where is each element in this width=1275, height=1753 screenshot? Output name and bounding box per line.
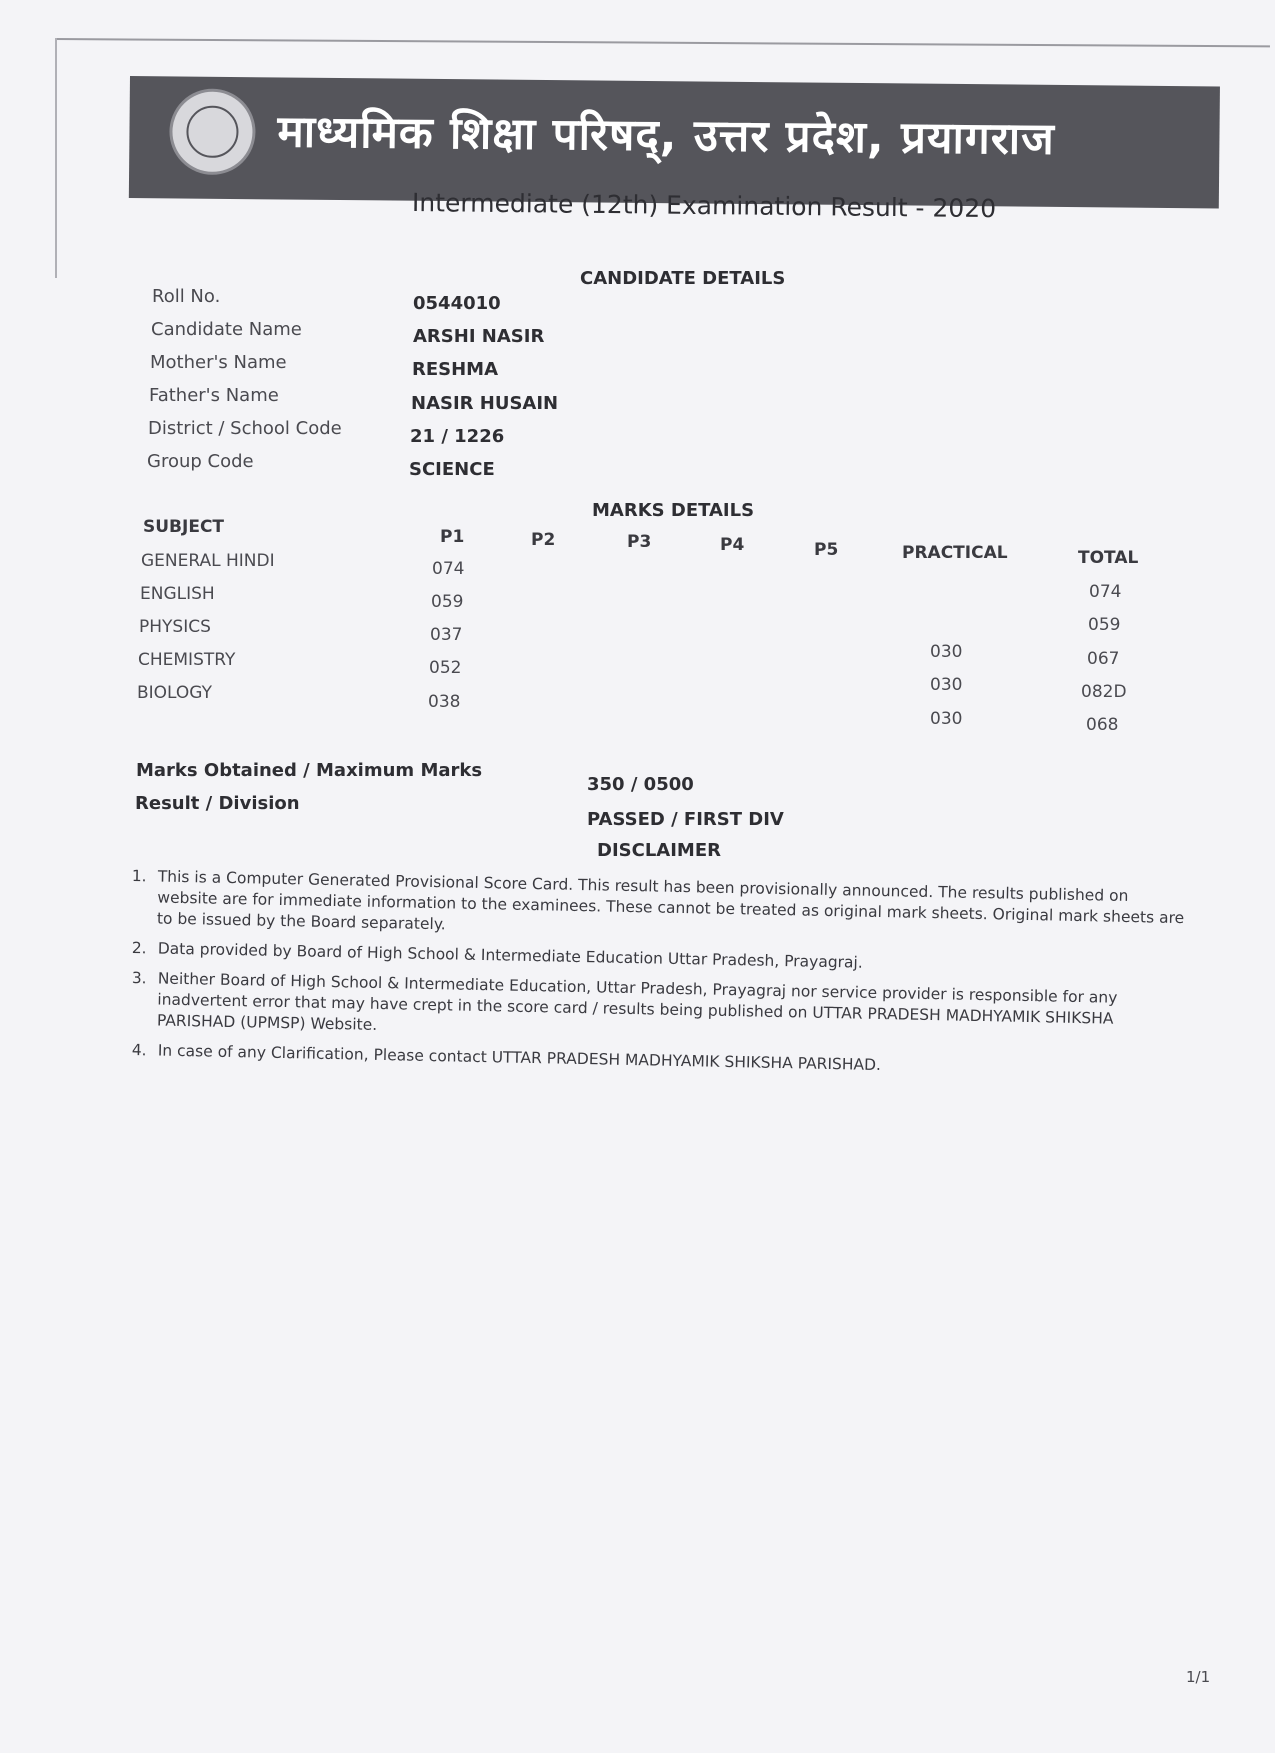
disclaimer-heading: DISCLAIMER [597,840,721,861]
candidate-name-label: Candidate Name [151,319,302,340]
mother-name-value: RESHMA [412,359,499,380]
subject-name: CHEMISTRY [138,650,236,670]
sheet-edge-left [55,38,57,278]
district-school-label: District / School Code [148,418,342,439]
disclaimer-item [131,968,1162,1055]
disclaimer-number: 2. [131,938,147,958]
total-mark: 082D [1081,682,1127,702]
col-practical: PRACTICAL [902,543,1008,563]
total-mark: 067 [1087,649,1120,669]
mother-name-label: Mother's Name [150,352,287,373]
col-total: TOTAL [1078,548,1139,568]
candidate-name-value: ARSHI NASIR [413,326,545,347]
marks-details-heading: MARKS DETAILS [592,500,755,521]
result-division-label: Result / Division [135,793,300,814]
father-name-label: Father's Name [149,385,279,406]
disclaimer-item [131,866,1185,953]
father-name-value: NASIR HUSAIN [411,393,559,414]
marks-obtained-label: Marks Obtained / Maximum Marks [136,760,483,781]
disclaimer-number: 4. [131,1040,147,1060]
roll-no-label: Roll No. [152,286,221,307]
disclaimer-text: Neither Board of High School & Intermediate Education, Uttar Pradesh, Prayagraj nor service provider is responsible for any inadvertent error that may have crept in the score card / results being published on UTTAR PRADESH MADHYAMIK SHIKSHA PARISHAD (UPMSP) Website. [156,969,1118,1034]
col-p3: P3 [627,532,652,552]
p1-mark: 059 [431,592,464,612]
col-p2: P2 [531,530,556,550]
disclaimer-text: This is a Computer Generated Provisional Score Card. This result has been provisionally announced. The results published on website are for immediate information to the examinees. These cannot be treated as original mark sheets. Original mark sheets are to be issued by the Board separately. [156,867,1185,934]
subject-name: PHYSICS [139,617,211,637]
col-p5: P5 [814,540,839,560]
candidate-details-heading: CANDIDATE DETAILS [580,268,786,289]
p1-mark: 038 [428,692,461,712]
col-subject: SUBJECT [143,517,225,537]
practical-mark: 030 [930,642,963,662]
page-number: 1/1 [1186,1668,1211,1686]
marks-obtained-value: 350 / 0500 [587,774,694,795]
board-name: माध्यमिक शिक्षा परिषद्, उत्तर प्रदेश, प्रयागराज [277,106,1056,165]
exam-title: Intermediate (12th) Examination Result - 2020 [411,188,997,224]
total-mark: 059 [1088,615,1121,635]
disclaimer-text: In case of any Clarification, Please contact UTTAR PRADESH MADHYAMIK SHIKSHA PARISHAD. [157,1041,882,1075]
practical-mark: 030 [930,675,963,695]
roll-no-value: 0544010 [413,293,501,314]
group-code-label: Group Code [147,451,254,472]
disclaimer-text: Data provided by Board of High School & Intermediate Education Uttar Pradesh, Prayagraj. [157,939,863,972]
group-code-value: SCIENCE [409,459,495,480]
p1-mark: 052 [429,658,462,678]
total-mark: 074 [1089,582,1122,602]
subject-name: ENGLISH [140,584,215,604]
practical-mark: 030 [930,709,963,729]
district-school-value: 21 / 1226 [410,426,505,447]
sheet-edge [55,38,1270,47]
col-p4: P4 [720,535,745,555]
col-p1: P1 [440,527,465,547]
disclaimer-number: 3. [131,968,147,988]
total-mark: 068 [1086,715,1119,735]
disclaimer-number: 1. [131,866,147,886]
p1-mark: 074 [432,559,465,579]
header-banner [129,76,1220,208]
p1-mark: 037 [430,625,463,645]
subject-name: GENERAL HINDI [141,551,275,571]
board-logo-icon [169,88,256,175]
result-division-value: PASSED / FIRST DIV [587,809,784,830]
subject-name: BIOLOGY [137,683,213,703]
